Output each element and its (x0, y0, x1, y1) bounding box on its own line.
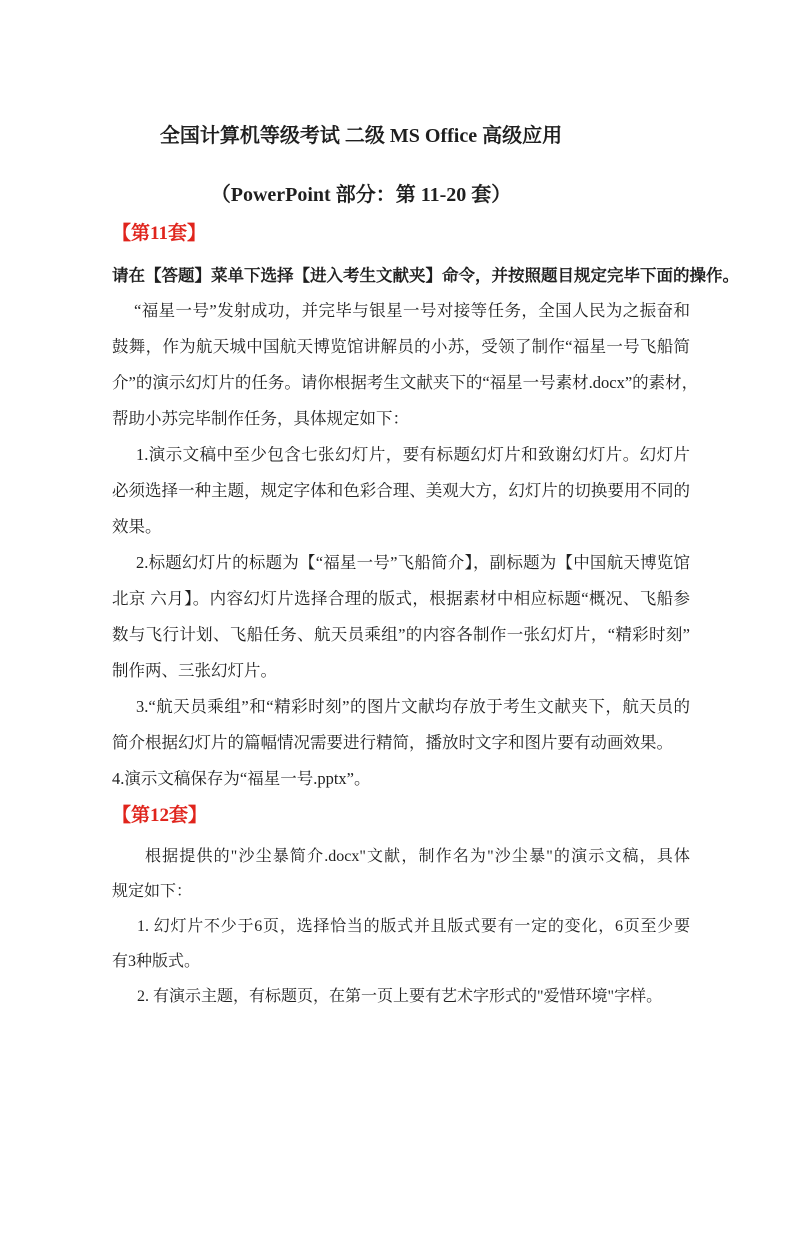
section-11-item-2-line: 制作两、三张幻灯片。 (112, 661, 277, 680)
document-page (0, 123, 800, 1254)
section-11-body-line: 帮助小苏完毕制作任务，具体规定如下： (112, 409, 409, 428)
section-11-heading: 【第11套】 (112, 223, 206, 244)
section-12-item-1-line: 有3种版式。 (112, 953, 201, 970)
page-content (0, 123, 739, 1014)
section-11-body-line: 介”的演示幻灯片的任务。请你根据考生文献夹下的“福星一号素材.docx”的素材， (112, 373, 699, 392)
section-11-body-line: “福星一号”发射成功，并完毕与银星一号对接等任务，全国人民为之振奋和 (134, 301, 690, 320)
section-11-item-1-line: 1.演示文稿中至少包含七张幻灯片，要有标题幻灯片和致谢幻灯片。幻灯片 (136, 445, 690, 464)
doc-title-line2: （PowerPoint 部分：第 11-20 套） (210, 184, 512, 206)
doc-title-line1: 全国计算机等级考试 二级 MS Office 高级应用 (159, 125, 563, 147)
section-11-body-line: 鼓舞，作为航天城中国航天博览馆讲解员的小苏，受领了制作“福星一号飞船简 (112, 337, 690, 356)
section-12-body-line: 规定如下： (112, 883, 193, 900)
section-12-heading: 【第12套】 (112, 805, 208, 826)
section-11-item-4-line: 4.演示文稿保存为“福星一号.pptx”。 (112, 769, 371, 788)
section-12-item-2-line: 2. 有演示主题，有标题页，在第一页上要有艺术字形式的"爱惜环境"字样。 (137, 988, 663, 1005)
section-11-item-2-line: 2.标题幻灯片的标题为【“福星一号”飞船简介】，副标题为【中国航天博览馆 (136, 553, 690, 572)
section-11-item-3-line: 简介根据幻灯片的篇幅情况需要进行精简，播放时文字和图片要有动画效果。 (112, 733, 673, 752)
section-11-item-3-line: 3.“航天员乘组”和“精彩时刻”的图片文献均存放于考生文献夹下，航天员的 (136, 697, 690, 716)
section-12-body-line: 根据提供的"沙尘暴简介.docx"文献，制作名为"沙尘暴"的演示文稿，具体 (145, 848, 690, 865)
section-11-item-1-line: 必须选择一种主题，规定字体和色彩合理、美观大方，幻灯片的切换要用不同的 (112, 481, 690, 500)
section-11-item-2-line: 北京 六月】。内容幻灯片选择合理的版式，根据素材中相应标题“概况、飞船参 (112, 589, 690, 608)
section-11-instruction: 请在【答题】菜单下选择【进入考生文献夹】命令，并按照题目规定完毕下面的操作。 (112, 266, 739, 285)
section-11-item-2-line: 数与飞行计划、飞船任务、航天员乘组”的内容各制作一张幻灯片，“精彩时刻” (112, 625, 690, 644)
section-11-item-1-line: 效果。 (112, 517, 162, 536)
section-12-item-1-line: 1. 幻灯片不少于6页，选择恰当的版式并且版式要有一定的变化，6页至少要 (137, 918, 690, 935)
